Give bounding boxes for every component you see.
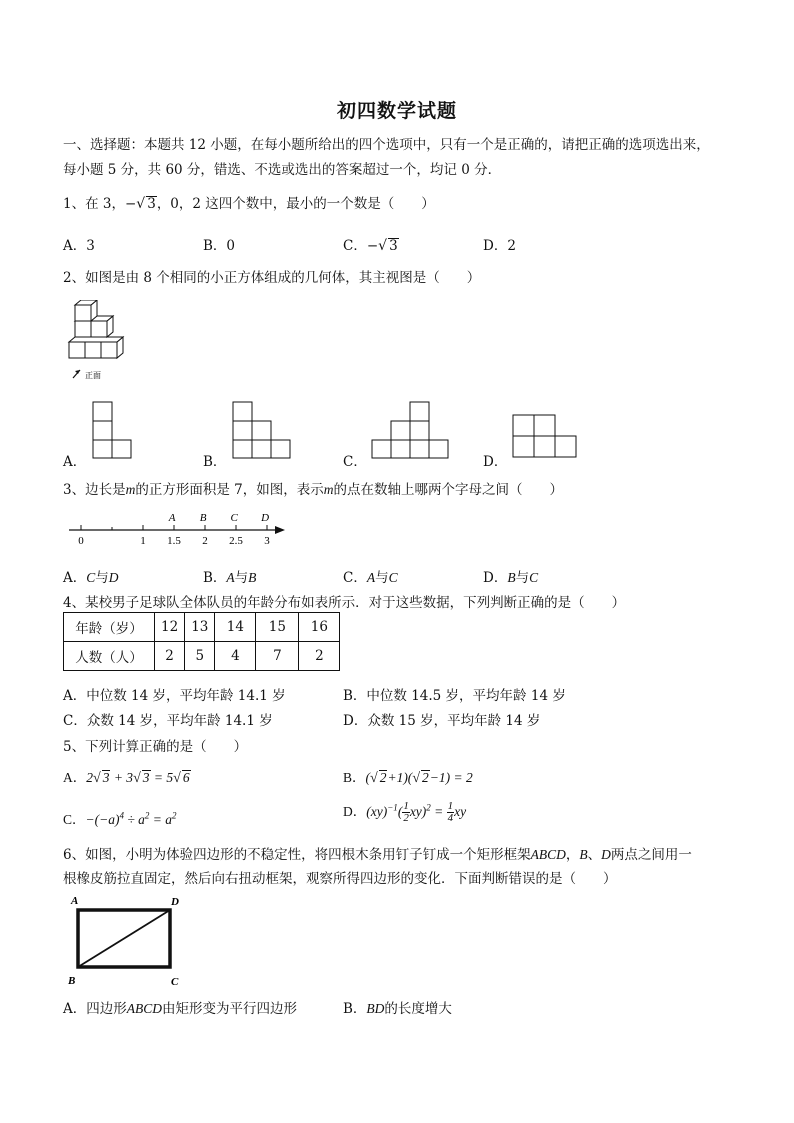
- q4-option-b: B．中位数 14.5 岁，平均年龄 14 岁: [343, 688, 566, 704]
- q1-option-c: C．−√ 3: [343, 238, 398, 254]
- table-cell: 14: [215, 613, 256, 642]
- axis-letter-label: B: [199, 512, 207, 524]
- q2-option-c-label: C．: [343, 454, 367, 470]
- table-cell: 2: [155, 642, 185, 671]
- axis-tick-label: 3: [264, 535, 270, 547]
- table-cell: 15: [256, 613, 299, 642]
- label-c: C: [171, 976, 179, 988]
- section-intro-line2: 每小题 5 分，共 60 分，错选、不选或选出的答案超过一个，均记 0 分．: [63, 162, 502, 178]
- q6-option-a: A．四边形ABCD由矩形变为平行四边形: [63, 1001, 297, 1017]
- q2-option-d-view: [511, 413, 581, 461]
- diagonal-bd: [78, 910, 170, 967]
- question-1: 1、在 3，−√ 3，0，2 这四个数中，最小的一个数是（ ）: [63, 196, 435, 212]
- table-row: [64, 642, 340, 671]
- q1-option-a: A．3: [63, 238, 95, 254]
- label-a: A: [71, 895, 79, 907]
- question-6-line2: 根橡皮筋拉直固定，然后向右扭动框架，观察所得四边形的变化．下面判断错误的是（ ）: [63, 871, 617, 887]
- q5-option-a: A．2√ 3 + 3√ 3 = 5√ 6: [63, 770, 190, 786]
- number-line: [63, 508, 293, 550]
- axis-tick-label: 1: [140, 535, 146, 547]
- q3-option-d: D．B与C: [483, 570, 539, 586]
- table-cell: 7: [256, 642, 299, 671]
- q1-option-b: B．0: [203, 238, 236, 254]
- question-5: 5、下列计算正确的是（ ）: [63, 739, 248, 755]
- q2-option-b-label: B．: [203, 454, 227, 470]
- table-cell: 4: [215, 642, 256, 671]
- q3-option-b: B．A与B: [203, 570, 257, 586]
- q2-option-c-view: [370, 400, 456, 460]
- q4-option-c: C．众数 14 岁，平均年龄 14.1 岁: [63, 713, 273, 729]
- q6-option-b: B．BD的长度增大: [343, 1001, 452, 1017]
- question-6-line1: 6、如图，小明为体验四边形的不稳定性，将四根木条用钉子钉成一个矩形框架ABCD，B、D两点之间用一: [63, 847, 692, 863]
- table-cell: 13: [185, 613, 215, 642]
- axis-arrow-icon: [275, 526, 285, 534]
- table-cell: 5: [185, 642, 215, 671]
- q3-option-a: A．C与D: [63, 570, 119, 586]
- q2-option-a-label: A．: [63, 454, 87, 470]
- question-4: 4、某校男子足球队全体队员的年龄分布如表所示．对于这些数据，下列判断正确的是（ ）: [63, 595, 626, 611]
- axis-letter-label: C: [230, 512, 238, 524]
- q2-option-d-label: D．: [483, 454, 508, 470]
- table-cell: 12: [155, 613, 185, 642]
- rectangle-frame-figure: [63, 892, 188, 990]
- question-3: 3、边长是m的正方形面积是 7，如图，表示m的点在数轴上哪两个字母之间（ ）: [63, 482, 563, 498]
- question-2: 2、如图是由 8 个相同的小正方体组成的几何体，其主视图是（ ）: [63, 270, 481, 286]
- q1-option-d: D．2: [483, 238, 516, 254]
- table-cell: 人数（人）: [64, 642, 155, 671]
- axis-tick-label: 2: [202, 535, 208, 547]
- label-d: D: [171, 896, 179, 908]
- q4-option-a: A．中位数 14 岁，平均年龄 14.1 岁: [63, 688, 286, 704]
- q5-option-b: B．(√ 2+1)(√ 2−1) = 2: [343, 770, 473, 786]
- page-title: 初四数学试题: [336, 100, 457, 122]
- axis-tick-label: 1.5: [167, 535, 181, 547]
- front-label: 正面: [85, 371, 101, 380]
- table-row: [64, 613, 340, 642]
- label-b: B: [68, 975, 76, 987]
- axis-letter-label: A: [168, 512, 176, 524]
- q5-option-d: D．(xy)$^{-1}$( $\frac{1}{2}$ xy)$^2$ = $\frac{1}{4}$ xy: [343, 800, 467, 825]
- q5-option-c: C．$-(-a)^4 \div a^2 = a^2$: [63, 810, 177, 827]
- section-intro-line1: 一、选择题：本题共 12 小题，在每小题所给出的四个选项中，只有一个是正确的，请把正确的选项选出来，: [63, 137, 710, 153]
- cube-solid-figure: [63, 300, 133, 382]
- q4-option-d: D．众数 15 岁，平均年龄 14 岁: [343, 713, 541, 729]
- axis-tick-label: 2.5: [229, 535, 243, 547]
- table-cell: 2: [299, 642, 340, 671]
- table-cell: 16: [299, 613, 340, 642]
- age-table: [63, 612, 340, 671]
- axis-tick-label: 0: [78, 535, 84, 547]
- axis-letter-label: D: [261, 512, 270, 524]
- q2-option-b-view: [231, 400, 295, 460]
- table-cell: 年龄（岁）: [64, 613, 155, 642]
- q3-option-c: C．A与C: [343, 570, 398, 586]
- q2-option-a-view: [91, 400, 135, 460]
